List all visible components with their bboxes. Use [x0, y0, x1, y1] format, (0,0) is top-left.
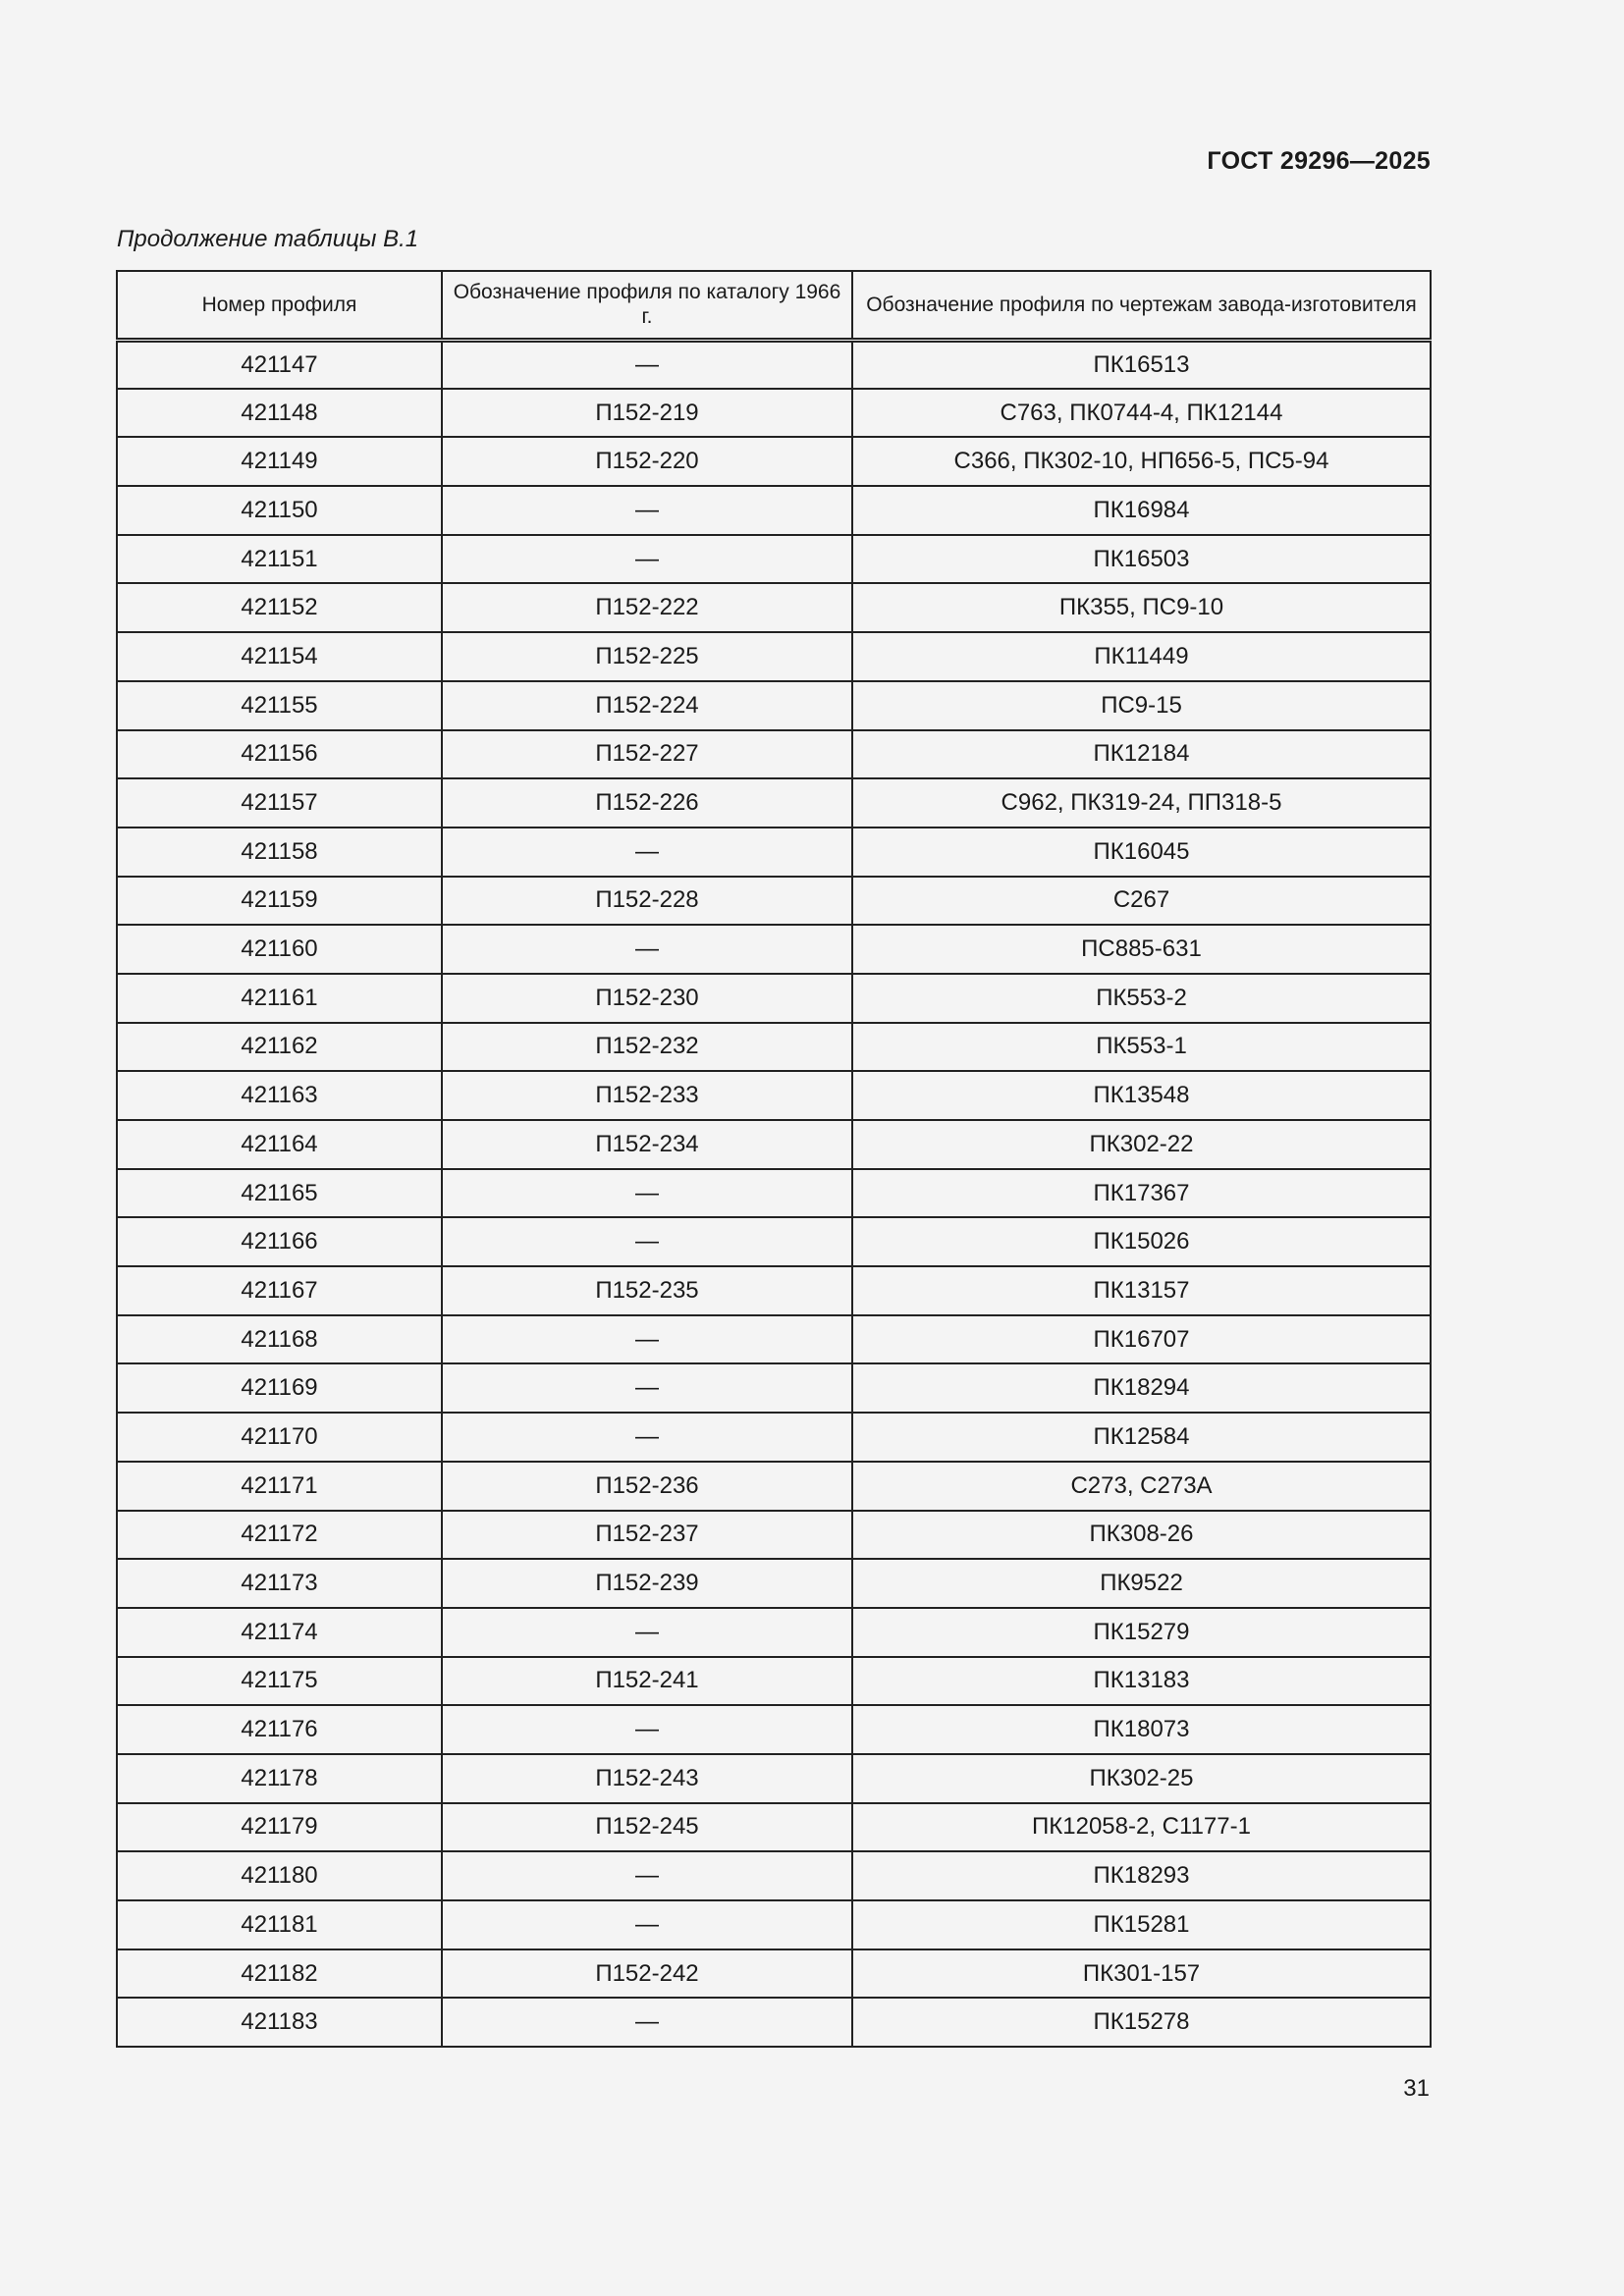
- cell-profile-number: 421174: [117, 1608, 442, 1657]
- cell-profile-number: 421161: [117, 974, 442, 1023]
- standard-designation: ГОСТ 29296—2025: [1207, 147, 1431, 175]
- cell-profile-number: 421155: [117, 681, 442, 730]
- table-row: [117, 1169, 1431, 1218]
- cell-profile-number: 421180: [117, 1851, 442, 1900]
- cell-factory-designation: ПК13157: [852, 1266, 1431, 1315]
- cell-factory-designation: С962, ПК319-24, ПП318-5: [852, 778, 1431, 828]
- table-row: [117, 1266, 1431, 1315]
- table-row: [117, 1559, 1431, 1608]
- cell-catalog-designation: П152-234: [442, 1120, 852, 1169]
- cell-factory-designation: ПК301-157: [852, 1949, 1431, 1999]
- cell-factory-designation: ПК18073: [852, 1705, 1431, 1754]
- cell-profile-number: 421179: [117, 1803, 442, 1852]
- table-row: [117, 1511, 1431, 1560]
- cell-catalog-designation: П152-236: [442, 1462, 852, 1511]
- cell-factory-designation: ПК16503: [852, 535, 1431, 584]
- cell-profile-number: 421151: [117, 535, 442, 584]
- cell-profile-number: 421168: [117, 1315, 442, 1364]
- cell-profile-number: 421182: [117, 1949, 442, 1999]
- table-row: [117, 1217, 1431, 1266]
- cell-factory-designation: ПК16045: [852, 828, 1431, 877]
- cell-factory-designation: ПК15278: [852, 1998, 1431, 2047]
- cell-profile-number: 421150: [117, 486, 442, 535]
- cell-catalog-designation: —: [442, 1608, 852, 1657]
- cell-catalog-designation: П152-222: [442, 583, 852, 632]
- cell-profile-number: 421181: [117, 1900, 442, 1949]
- table-row: [117, 1998, 1431, 2047]
- table-header-row: [117, 271, 1431, 340]
- cell-factory-designation: ПК18294: [852, 1363, 1431, 1413]
- cell-profile-number: 421172: [117, 1511, 442, 1560]
- cell-factory-designation: ПК18293: [852, 1851, 1431, 1900]
- cell-factory-designation: ПК12058-2, С1177-1: [852, 1803, 1431, 1852]
- cell-catalog-designation: —: [442, 535, 852, 584]
- cell-catalog-designation: П152-232: [442, 1023, 852, 1072]
- cell-catalog-designation: П152-243: [442, 1754, 852, 1803]
- cell-catalog-designation: П152-220: [442, 437, 852, 486]
- cell-factory-designation: ПК17367: [852, 1169, 1431, 1218]
- cell-factory-designation: ПК12184: [852, 730, 1431, 779]
- profile-table: [116, 270, 1432, 2048]
- cell-profile-number: 421173: [117, 1559, 442, 1608]
- cell-profile-number: 421154: [117, 632, 442, 681]
- column-header-factory-drawings: Обозначение профиля по чертежам завода-изготовителя: [852, 271, 1431, 340]
- cell-catalog-designation: —: [442, 1705, 852, 1754]
- table-row: [117, 1803, 1431, 1852]
- cell-factory-designation: ПК553-2: [852, 974, 1431, 1023]
- cell-catalog-designation: П152-224: [442, 681, 852, 730]
- cell-factory-designation: С273, С273А: [852, 1462, 1431, 1511]
- cell-catalog-designation: —: [442, 1217, 852, 1266]
- cell-profile-number: 421156: [117, 730, 442, 779]
- cell-catalog-designation: —: [442, 1169, 852, 1218]
- cell-profile-number: 421165: [117, 1169, 442, 1218]
- table-row: [117, 340, 1431, 389]
- cell-profile-number: 421175: [117, 1657, 442, 1706]
- cell-catalog-designation: П152-242: [442, 1949, 852, 1999]
- table-row: [117, 632, 1431, 681]
- cell-factory-designation: ПК13183: [852, 1657, 1431, 1706]
- page-number: 31: [1403, 2075, 1430, 2102]
- cell-catalog-designation: —: [442, 1413, 852, 1462]
- cell-factory-designation: ПК9522: [852, 1559, 1431, 1608]
- cell-factory-designation: ПК302-22: [852, 1120, 1431, 1169]
- cell-profile-number: 421158: [117, 828, 442, 877]
- cell-profile-number: 421147: [117, 340, 442, 389]
- cell-factory-designation: ПК16984: [852, 486, 1431, 535]
- table-body: [117, 340, 1431, 2047]
- cell-catalog-designation: П152-239: [442, 1559, 852, 1608]
- column-header-profile-number: Номер профиля: [117, 271, 442, 340]
- table-row: [117, 1900, 1431, 1949]
- table-row: [117, 1462, 1431, 1511]
- cell-profile-number: 421157: [117, 778, 442, 828]
- cell-catalog-designation: П152-233: [442, 1071, 852, 1120]
- table-row: [117, 1363, 1431, 1413]
- table-row: [117, 437, 1431, 486]
- cell-profile-number: 421176: [117, 1705, 442, 1754]
- table-row: [117, 1120, 1431, 1169]
- cell-profile-number: 421178: [117, 1754, 442, 1803]
- cell-profile-number: 421171: [117, 1462, 442, 1511]
- cell-catalog-designation: П152-226: [442, 778, 852, 828]
- cell-factory-designation: С366, ПК302-10, НП656-5, ПС5-94: [852, 437, 1431, 486]
- cell-profile-number: 421163: [117, 1071, 442, 1120]
- table-row: [117, 535, 1431, 584]
- cell-factory-designation: С267: [852, 877, 1431, 926]
- table-row: [117, 1754, 1431, 1803]
- cell-profile-number: 421167: [117, 1266, 442, 1315]
- cell-catalog-designation: —: [442, 486, 852, 535]
- table-row: [117, 681, 1431, 730]
- cell-factory-designation: ПК16513: [852, 340, 1431, 389]
- cell-profile-number: 421159: [117, 877, 442, 926]
- cell-catalog-designation: П152-230: [442, 974, 852, 1023]
- cell-factory-designation: С763, ПК0744-4, ПК12144: [852, 389, 1431, 438]
- cell-factory-designation: ПК15026: [852, 1217, 1431, 1266]
- cell-factory-designation: ПС885-631: [852, 925, 1431, 974]
- column-header-catalog-1966: Обозначение профиля по каталогу 1966 г.: [442, 271, 852, 340]
- cell-profile-number: 421148: [117, 389, 442, 438]
- table-row: [117, 1315, 1431, 1364]
- cell-factory-designation: ПК15281: [852, 1900, 1431, 1949]
- table-row: [117, 1608, 1431, 1657]
- cell-catalog-designation: П152-235: [442, 1266, 852, 1315]
- cell-catalog-designation: —: [442, 828, 852, 877]
- cell-profile-number: 421162: [117, 1023, 442, 1072]
- table-row: [117, 974, 1431, 1023]
- table-row: [117, 486, 1431, 535]
- cell-catalog-designation: —: [442, 1851, 852, 1900]
- cell-catalog-designation: П152-228: [442, 877, 852, 926]
- cell-factory-designation: ПК11449: [852, 632, 1431, 681]
- cell-factory-designation: ПК308-26: [852, 1511, 1431, 1560]
- cell-factory-designation: ПК12584: [852, 1413, 1431, 1462]
- table-row: [117, 1071, 1431, 1120]
- cell-profile-number: 421166: [117, 1217, 442, 1266]
- cell-factory-designation: ПК355, ПС9-10: [852, 583, 1431, 632]
- table-row: [117, 1851, 1431, 1900]
- cell-profile-number: 421149: [117, 437, 442, 486]
- cell-catalog-designation: —: [442, 1900, 852, 1949]
- table-row: [117, 925, 1431, 974]
- cell-catalog-designation: П152-219: [442, 389, 852, 438]
- cell-profile-number: 421152: [117, 583, 442, 632]
- table-row: [117, 828, 1431, 877]
- table-row: [117, 730, 1431, 779]
- cell-catalog-designation: П152-241: [442, 1657, 852, 1706]
- table-caption: Продолжение таблицы В.1: [117, 226, 419, 252]
- cell-factory-designation: ПС9-15: [852, 681, 1431, 730]
- table-row: [117, 1705, 1431, 1754]
- cell-factory-designation: ПК553-1: [852, 1023, 1431, 1072]
- cell-profile-number: 421169: [117, 1363, 442, 1413]
- cell-factory-designation: ПК16707: [852, 1315, 1431, 1364]
- cell-catalog-designation: П152-237: [442, 1511, 852, 1560]
- cell-factory-designation: ПК13548: [852, 1071, 1431, 1120]
- table-row: [117, 778, 1431, 828]
- cell-profile-number: 421164: [117, 1120, 442, 1169]
- cell-catalog-designation: —: [442, 925, 852, 974]
- cell-catalog-designation: П152-225: [442, 632, 852, 681]
- table-row: [117, 1023, 1431, 1072]
- table-row: [117, 1657, 1431, 1706]
- table-row: [117, 1413, 1431, 1462]
- cell-catalog-designation: —: [442, 1998, 852, 2047]
- table-row: [117, 583, 1431, 632]
- table-row: [117, 877, 1431, 926]
- cell-profile-number: 421183: [117, 1998, 442, 2047]
- cell-factory-designation: ПК15279: [852, 1608, 1431, 1657]
- cell-profile-number: 421170: [117, 1413, 442, 1462]
- cell-catalog-designation: —: [442, 1315, 852, 1364]
- table-row: [117, 389, 1431, 438]
- table-row: [117, 1949, 1431, 1999]
- cell-catalog-designation: —: [442, 340, 852, 389]
- cell-catalog-designation: П152-245: [442, 1803, 852, 1852]
- cell-factory-designation: ПК302-25: [852, 1754, 1431, 1803]
- cell-catalog-designation: —: [442, 1363, 852, 1413]
- cell-profile-number: 421160: [117, 925, 442, 974]
- cell-catalog-designation: П152-227: [442, 730, 852, 779]
